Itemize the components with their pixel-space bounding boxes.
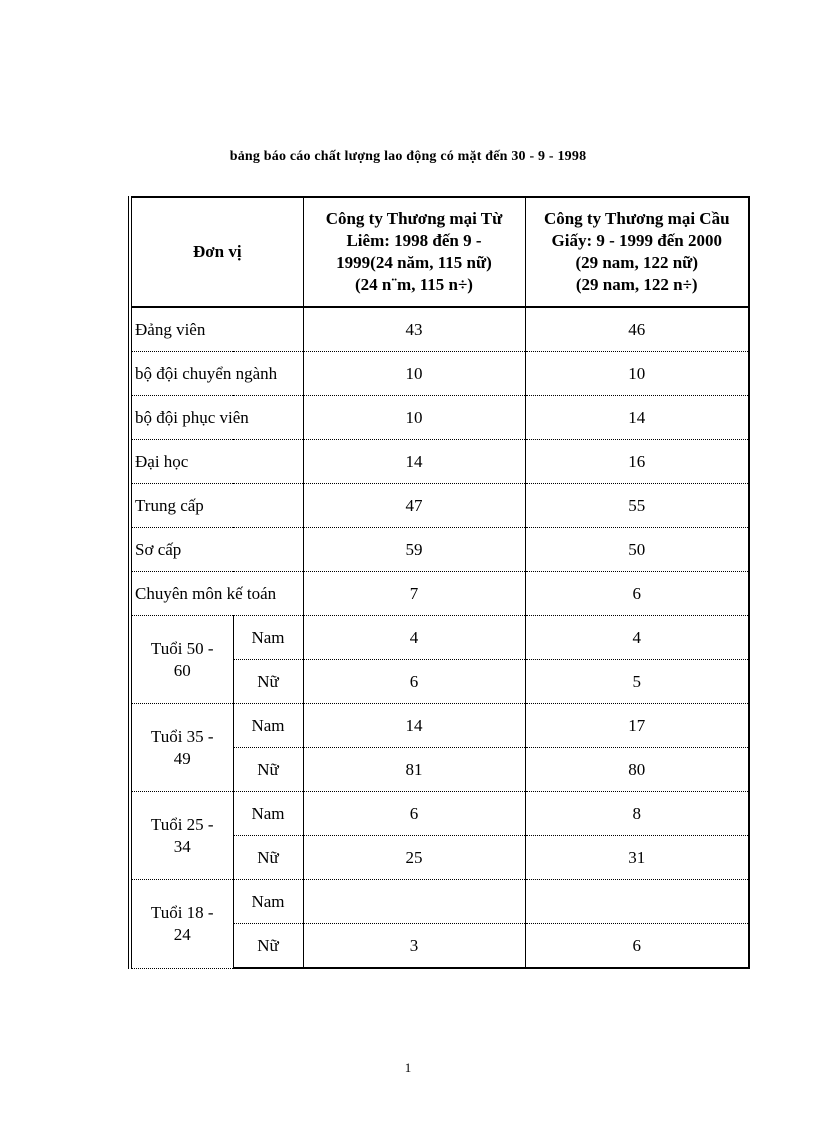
company2-value <box>525 880 749 924</box>
company1-value: 14 <box>303 704 525 748</box>
table-row <box>130 616 749 660</box>
company2-value: 14 <box>525 396 749 440</box>
page-number: 1 <box>404 1060 412 1075</box>
company1-value: 6 <box>303 660 525 704</box>
row-label: Đảng viên <box>130 307 303 352</box>
company1-value: 3 <box>303 924 525 969</box>
company1-value: 47 <box>303 484 525 528</box>
company2-value: 31 <box>525 836 749 880</box>
table-row <box>130 307 749 352</box>
company1-value: 4 <box>303 616 525 660</box>
company2-value: 17 <box>525 704 749 748</box>
company2-value: 55 <box>525 484 749 528</box>
row-label: Đại học <box>130 440 303 484</box>
table-row <box>130 484 749 528</box>
company2-value: 6 <box>525 572 749 616</box>
company2-value: 4 <box>525 616 749 660</box>
table-row <box>130 528 749 572</box>
company2-header: Công ty Thương mại Cầu Giấy: 9 - 1999 đến 2000 (29 nam, 122 nữ) (29 nam, 122 n÷) <box>525 197 749 307</box>
row-label: Trung cấp <box>130 484 303 528</box>
company1-value: 59 <box>303 528 525 572</box>
company2-value: 46 <box>525 307 749 352</box>
row-label: bộ đội phục viên <box>130 396 303 440</box>
row-label: Chuyên môn kế toán <box>130 572 303 616</box>
table-row <box>130 440 749 484</box>
document-title: bảng báo cáo chất lượng lao động có mặt đến 30 - 9 - 1998 <box>229 149 587 164</box>
table-row <box>130 704 749 748</box>
unit-header: Đơn vị <box>130 197 303 307</box>
sex-label: Nam <box>233 616 303 660</box>
table-row <box>130 792 749 836</box>
table-row <box>130 396 749 440</box>
company1-value: 10 <box>303 352 525 396</box>
company1-value: 7 <box>303 572 525 616</box>
company1-header: Công ty Thương mại Từ Liêm: 1998 đến 9 - 1999(24 năm, 115 nữ) (24 n¨m, 115 n÷) <box>303 197 525 307</box>
sex-label: Nam <box>233 792 303 836</box>
company1-value: 14 <box>303 440 525 484</box>
company1-value <box>303 880 525 924</box>
company2-value: 5 <box>525 660 749 704</box>
sex-label: Nữ <box>233 924 303 969</box>
company2-value: 80 <box>525 748 749 792</box>
row-label: Sơ cấp <box>130 528 303 572</box>
company2-value: 8 <box>525 792 749 836</box>
table-row <box>130 572 749 616</box>
age-group-label: Tuổi 35 - 49 <box>130 704 233 792</box>
age-group-label: Tuổi 50 - 60 <box>130 616 233 704</box>
company1-value: 43 <box>303 307 525 352</box>
company2-value: 50 <box>525 528 749 572</box>
sex-label: Nữ <box>233 660 303 704</box>
company2-value: 16 <box>525 440 749 484</box>
company1-value: 81 <box>303 748 525 792</box>
sex-label: Nữ <box>233 836 303 880</box>
age-group-label: Tuổi 18 - 24 <box>130 880 233 969</box>
labor-quality-table <box>128 196 750 969</box>
table-header-row <box>130 197 749 307</box>
sex-label: Nam <box>233 704 303 748</box>
age-group-label: Tuổi 25 - 34 <box>130 792 233 880</box>
row-label: bộ đội chuyển ngành <box>130 352 303 396</box>
company2-value: 10 <box>525 352 749 396</box>
company1-value: 25 <box>303 836 525 880</box>
company1-value: 6 <box>303 792 525 836</box>
sex-label: Nam <box>233 880 303 924</box>
table-row <box>130 352 749 396</box>
sex-label: Nữ <box>233 748 303 792</box>
company2-value: 6 <box>525 924 749 969</box>
table-row <box>130 880 749 924</box>
company1-value: 10 <box>303 396 525 440</box>
